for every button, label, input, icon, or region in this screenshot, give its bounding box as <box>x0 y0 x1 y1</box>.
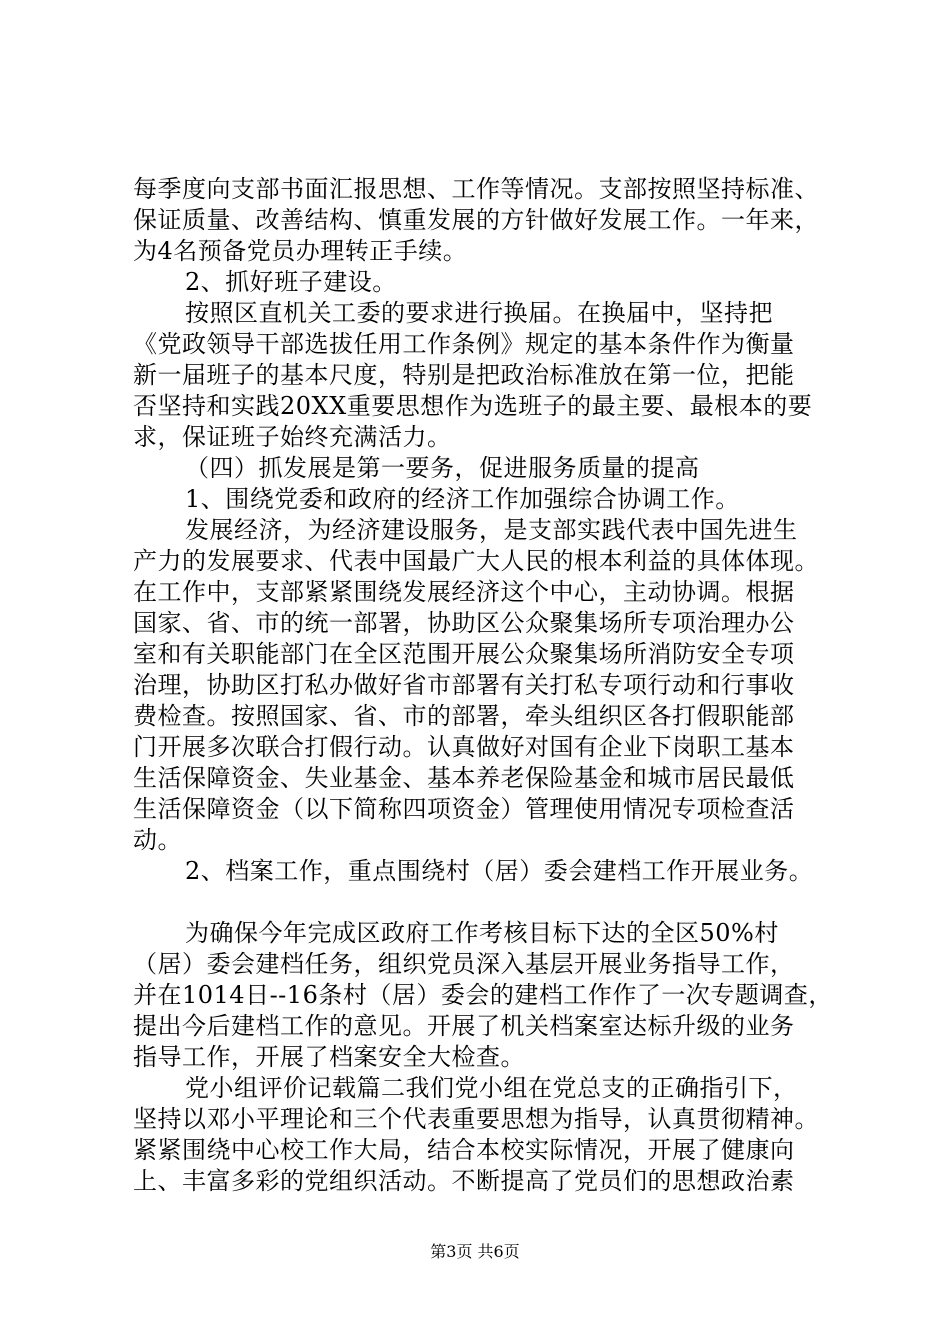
body-text-line: 求，保证班子始终充满活力。 <box>133 423 452 451</box>
body-text-line: （居）委会建档任务，组织党员深入基层开展业务指导工作， <box>133 950 795 978</box>
body-text-line: 治理，协助区打私办做好省市部署有关打私专项行动和行事收 <box>133 671 795 699</box>
body-text-line: 费检查。按照国家、省、市的部署，牵头组织区各打假职能部 <box>133 702 795 730</box>
section-heading: 1、围绕党委和政府的经济工作加强综合协调工作。 <box>185 485 740 513</box>
body-text-line: 按照区直机关工委的要求进行换届。在换届中，坚持把 <box>185 299 773 327</box>
body-text-line: 国家、省、市的统一部署，协助区公众聚集场所专项治理办公 <box>133 609 795 637</box>
body-text-line: 每季度向支部书面汇报思想、工作等情况。支部按照坚持标准、 <box>133 175 819 203</box>
section-heading: 2、档案工作，重点围绕村（居）委会建档工作开展业务。 <box>185 857 814 885</box>
body-text-line: 为确保今年完成区政府工作考核目标下达的全区50%村 <box>185 919 779 947</box>
body-text-line: 在工作中，支部紧紧围绕发展经济这个中心，主动协调。根据 <box>133 578 795 606</box>
body-text-line: 产力的发展要求、代表中国最广大人民的根本利益的具体体现。 <box>133 547 819 575</box>
body-text-line: 并在1014日--16条村（居）委会的建档工作作了一次专题调查， <box>133 981 833 1009</box>
body-text-line: 为4名预备党员办理转正手续。 <box>133 237 468 265</box>
body-text-line: 发展经济，为经济建设服务，是支部实践代表中国先进生 <box>185 516 798 544</box>
body-text-line: 坚持以邓小平理论和三个代表重要思想为指导，认真贯彻精神。 <box>133 1105 819 1133</box>
body-text-line: 门开展多次联合打假行动。认真做好对国有企业下岗职工基本 <box>133 733 795 761</box>
body-text-line: 动。 <box>133 826 182 854</box>
section-heading: 2、抓好班子建设。 <box>185 268 397 296</box>
body-text-line: 上、丰富多彩的党组织活动。不断提高了党员们的思想政治素 <box>133 1167 795 1195</box>
body-text-line: 党小组评价记载篇二我们党小组在党总支的正确指引下， <box>185 1074 798 1102</box>
body-text-line: 室和有关职能部门在全区范围开展公众聚集场所消防安全专项 <box>133 640 795 668</box>
body-text-line: 指导工作，开展了档案安全大检查。 <box>133 1043 525 1071</box>
body-text-line: 提出今后建档工作的意见。开展了机关档案室达标升级的业务 <box>133 1012 795 1040</box>
section-heading: （四）抓发展是第一要务，促进服务质量的提高 <box>185 454 700 482</box>
body-text-line: 紧紧围绕中心校工作大局，结合本校实际情况，开展了健康向 <box>133 1136 795 1164</box>
body-text-line: 否坚持和实践20XX重要思想作为选班子的最主要、最根本的要 <box>133 392 813 420</box>
page-footer: 第3页 共6页 <box>430 1242 520 1261</box>
body-text-line: 《党政领导干部选拔任用工作条例》规定的基本条件作为衡量 <box>133 330 795 358</box>
body-text-line: 生活保障资金（以下简称四项资金）管理使用情况专项检查活 <box>133 795 795 823</box>
body-text-line: 保证质量、改善结构、慎重发展的方针做好发展工作。一年来， <box>133 206 819 234</box>
body-text-line: 生活保障资金、失业基金、基本养老保险基金和城市居民最低 <box>133 764 795 792</box>
body-text-line: 新一届班子的基本尺度，特别是把政治标准放在第一位，把能 <box>133 361 795 389</box>
